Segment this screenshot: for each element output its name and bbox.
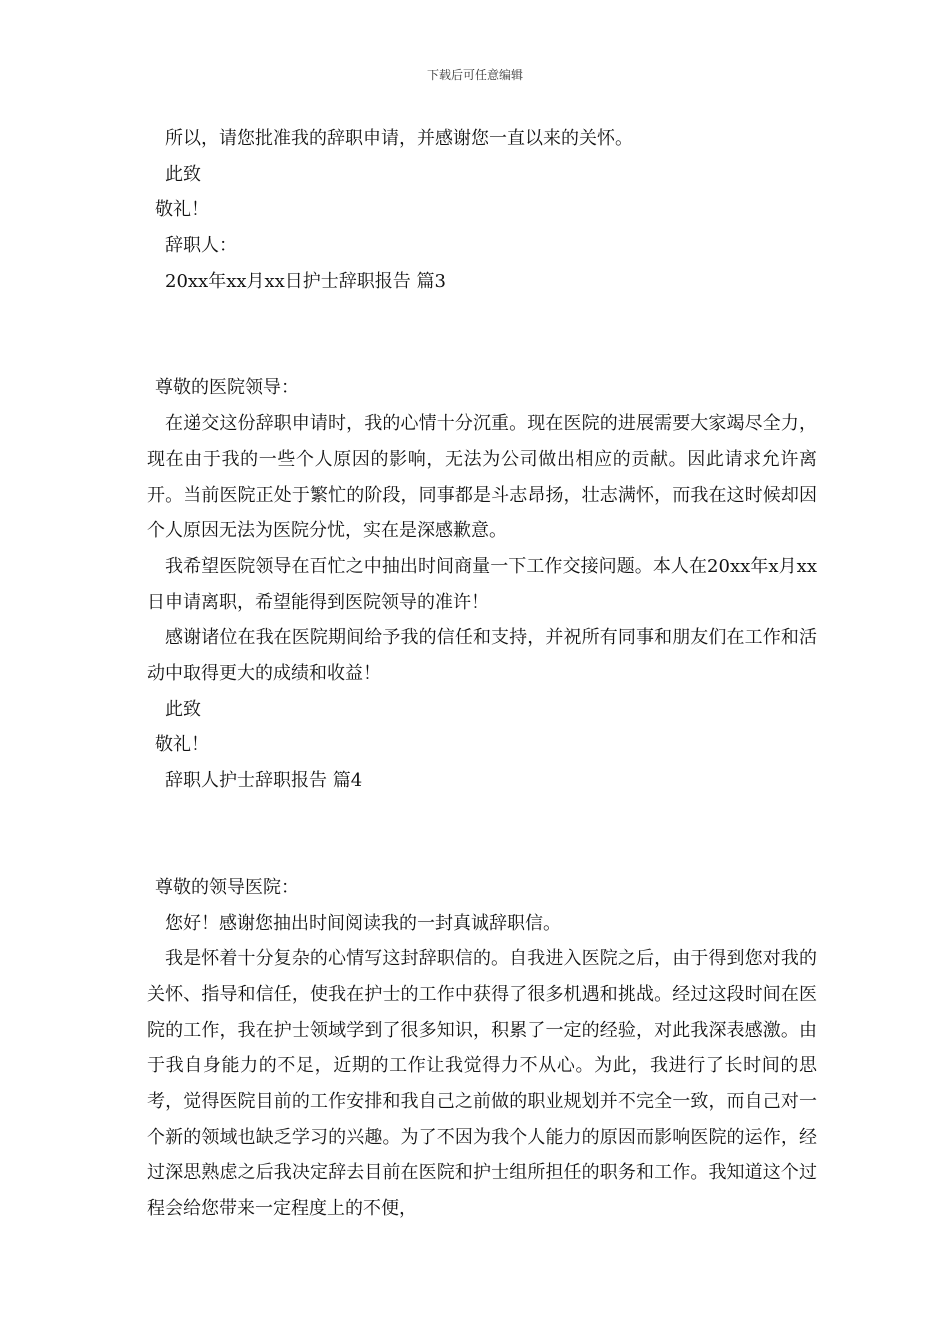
salutation-jing-li: 敬礼！ bbox=[155, 734, 209, 756]
body-paragraph: 您好！感谢您抽出时间阅读我的一封真诚辞职信。 bbox=[165, 912, 561, 934]
salutation-jing-li: 敬礼！ bbox=[155, 199, 209, 221]
section-spacer bbox=[147, 299, 817, 370]
body-paragraph: 我是怀着十分复杂的心情写这封辞职信的。自我进入医院之后，由于得到您对我的关怀、指导和信任，使我在护士的工作中获得了很多机遇和挑战。经过这段时间在医院的工作，我在护士领域学到了很多知识，积累了一定的经验，对此我深表感激。由于我自身能力的不足，近期的工作让我觉得力不从心。为此，我进行了长时间的思考，觉得医院目前的工作安排和我自己之前做的职业规划并不完全一致，而自己对一个新的领域也缺乏学习的兴趣。为了不因为我个人能力的原因而影响医院的运作，经过深思熟虑之后我决定辞去目前在医院和护士组所担任的职务和工作。我知道这个过程会给您带来一定程度上的不便， bbox=[147, 948, 817, 1220]
page-header-note: 下载后可任意编辑 bbox=[426, 68, 523, 82]
date-and-section-title: 20xx年xx月xx日护士辞职报告 篇3 bbox=[165, 270, 446, 292]
body-paragraph: 我希望医院领导在百忙之中抽出时间商量一下工作交接问题。本人在20xx年x月xx日申请离职，希望能得到医院领导的准许！ bbox=[147, 555, 817, 613]
section-spacer bbox=[147, 799, 817, 870]
signer-label: 辞职人： bbox=[165, 235, 237, 257]
body-paragraph: 感谢诸位在我在医院期间给予我的信任和支持，并祝所有同事和朋友们在工作和活动中取得更大的成绩和收益！ bbox=[147, 627, 817, 685]
body-paragraph: 在递交这份辞职申请时，我的心情十分沉重。现在医院的进展需要大家竭尽全力，现在由于我的一些个人原因的影响，无法为公司做出相应的贡献。因此请求允许离开。当前医院正处于繁忙的阶段，同事都是斗志昂扬，壮志满怀，而我在这时候却因个人原因无法为医院分忧，实在是深感歉意。 bbox=[147, 413, 817, 542]
salutation-ci-zhi: 此致 bbox=[165, 163, 201, 185]
signer-and-section-title: 辞职人护士辞职报告 篇4 bbox=[165, 770, 363, 792]
salutation-ci-zhi: 此致 bbox=[165, 698, 201, 720]
greeting: 尊敬的领导医院： bbox=[155, 876, 299, 898]
document-body bbox=[147, 121, 817, 1227]
closing-paragraph: 所以，请您批准我的辞职申请，并感谢您一直以来的关怀。 bbox=[165, 128, 633, 149]
greeting: 尊敬的医院领导： bbox=[155, 377, 299, 399]
